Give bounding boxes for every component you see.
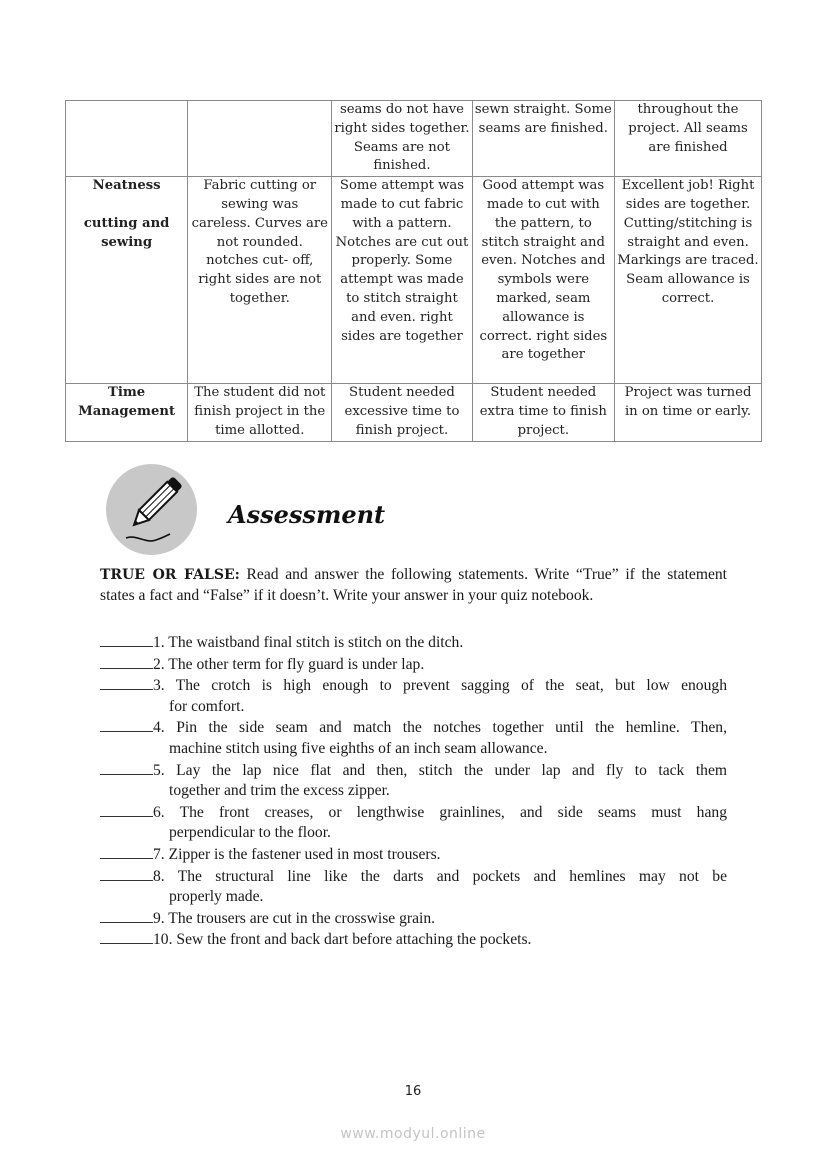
instructions bbox=[100, 565, 727, 607]
page-number: 16 bbox=[404, 1084, 422, 1099]
instruction-label: TRUE OR FALSE: bbox=[100, 567, 240, 583]
rubric-cell: The student did not finish project in the time allotted. bbox=[188, 384, 332, 441]
criterion-sublabel: cutting and sewing bbox=[83, 215, 170, 250]
rubric-row-neatness bbox=[66, 177, 762, 384]
item-text-cont: perpendicular to the floor. bbox=[169, 824, 331, 842]
answer-blank[interactable] bbox=[100, 908, 153, 923]
item-text: 7. Zipper is the fastener used in most trousers. bbox=[153, 845, 441, 863]
item-text: 3. The crotch is high enough to prevent sagging of the seat, but low enough bbox=[153, 677, 727, 695]
list-item bbox=[100, 802, 727, 844]
list-item bbox=[100, 675, 727, 717]
rubric-criterion bbox=[66, 101, 188, 177]
criterion-label: Neatness bbox=[92, 178, 161, 194]
item-text: 4. Pin the side seam and match the notches together until the hemline. Then, bbox=[153, 719, 727, 737]
list-item bbox=[100, 654, 727, 676]
rubric-cell: sewn straight. Some seams are finished. bbox=[472, 101, 614, 177]
item-text-cont: properly made. bbox=[169, 888, 264, 906]
rubric-row bbox=[66, 101, 762, 177]
pencil-icon bbox=[106, 464, 197, 555]
item-text-cont: together and trim the excess zipper. bbox=[169, 782, 390, 800]
list-item bbox=[100, 908, 727, 930]
section-title: Assessment bbox=[228, 500, 386, 529]
item-text: 10. Sew the front and back dart before attaching the pockets. bbox=[153, 931, 532, 949]
item-line bbox=[100, 802, 727, 824]
item-text: 6. The front creases, or lengthwise grainlines, and side seams must hang bbox=[153, 803, 727, 821]
rubric-criterion bbox=[66, 177, 188, 384]
watermark: www.modyul.online bbox=[340, 1126, 486, 1142]
answer-blank[interactable] bbox=[100, 632, 153, 647]
item-text-cont: machine stitch using five eighths of an inch seam allowance. bbox=[169, 739, 548, 757]
item-line bbox=[100, 717, 727, 739]
rubric-row-time-management bbox=[66, 384, 762, 441]
item-line bbox=[100, 760, 727, 782]
rubric-table bbox=[65, 100, 762, 442]
answer-blank[interactable] bbox=[100, 802, 153, 817]
item-text: 8. The structural line like the darts and pockets and hemlines may not be bbox=[153, 867, 727, 885]
list-item bbox=[100, 632, 727, 654]
answer-blank[interactable] bbox=[100, 844, 153, 859]
item-text: 1. The waistband final stitch is stitch on the ditch. bbox=[153, 634, 464, 651]
list-item bbox=[100, 866, 727, 908]
answer-blank[interactable] bbox=[100, 654, 153, 669]
rubric-cell: Some attempt was made to cut fabric with a pattern. Notches are cut out properly. Some attempt was made to stitch straight and even. right sides are together bbox=[332, 177, 472, 384]
list-item bbox=[100, 844, 727, 866]
rubric-cell: seams do not have right sides together. Seams are not finished. bbox=[332, 101, 472, 177]
rubric-cell bbox=[188, 101, 332, 177]
answer-blank[interactable] bbox=[100, 866, 153, 881]
answer-blank[interactable] bbox=[100, 675, 153, 690]
list-item bbox=[100, 760, 727, 802]
rubric-cell: Fabric cutting or sewing was careless. Curves are not rounded. notches cut- off, right sides are not together. bbox=[188, 177, 332, 384]
list-item bbox=[100, 929, 727, 951]
answer-blank[interactable] bbox=[100, 760, 153, 775]
true-false-list bbox=[100, 632, 727, 951]
item-line bbox=[100, 675, 727, 697]
list-item bbox=[100, 717, 727, 759]
answer-blank[interactable] bbox=[100, 929, 153, 944]
item-text-cont: for comfort. bbox=[169, 697, 245, 715]
instruction-text: Read and answer the following statements. Write “True” if the statement states a fact and “False” if it doesn’t. Write your answer in your quiz notebook. bbox=[100, 566, 727, 604]
item-text: 5. Lay the lap nice flat and then, stitch the under lap and fly to tack them bbox=[153, 761, 727, 779]
item-text: 9. The trousers are cut in the crosswise grain. bbox=[153, 909, 436, 927]
rubric-cell: Project was turned in on time or early. bbox=[615, 384, 762, 441]
rubric-criterion bbox=[66, 384, 188, 441]
item-line bbox=[100, 866, 727, 888]
rubric-cell: Student needed extra time to finish project. bbox=[472, 384, 614, 441]
rubric-cell: Student needed excessive time to finish project. bbox=[332, 384, 472, 441]
rubric-cell: Excellent job! Right sides are together. Cutting/stitching is straight and even. Markings are traced. Seam allowance is correct. bbox=[615, 177, 762, 384]
rubric-cell: throughout the project. All seams are finished bbox=[615, 101, 762, 177]
item-text: 2. The other term for fly guard is under lap. bbox=[153, 655, 425, 673]
rubric-cell: Good attempt was made to cut with the pattern, to stitch straight and even. Notches and symbols were marked, seam allowance is correct. right sides are together bbox=[472, 177, 614, 384]
criterion-label: Time Management bbox=[78, 385, 176, 419]
answer-blank[interactable] bbox=[100, 717, 153, 732]
